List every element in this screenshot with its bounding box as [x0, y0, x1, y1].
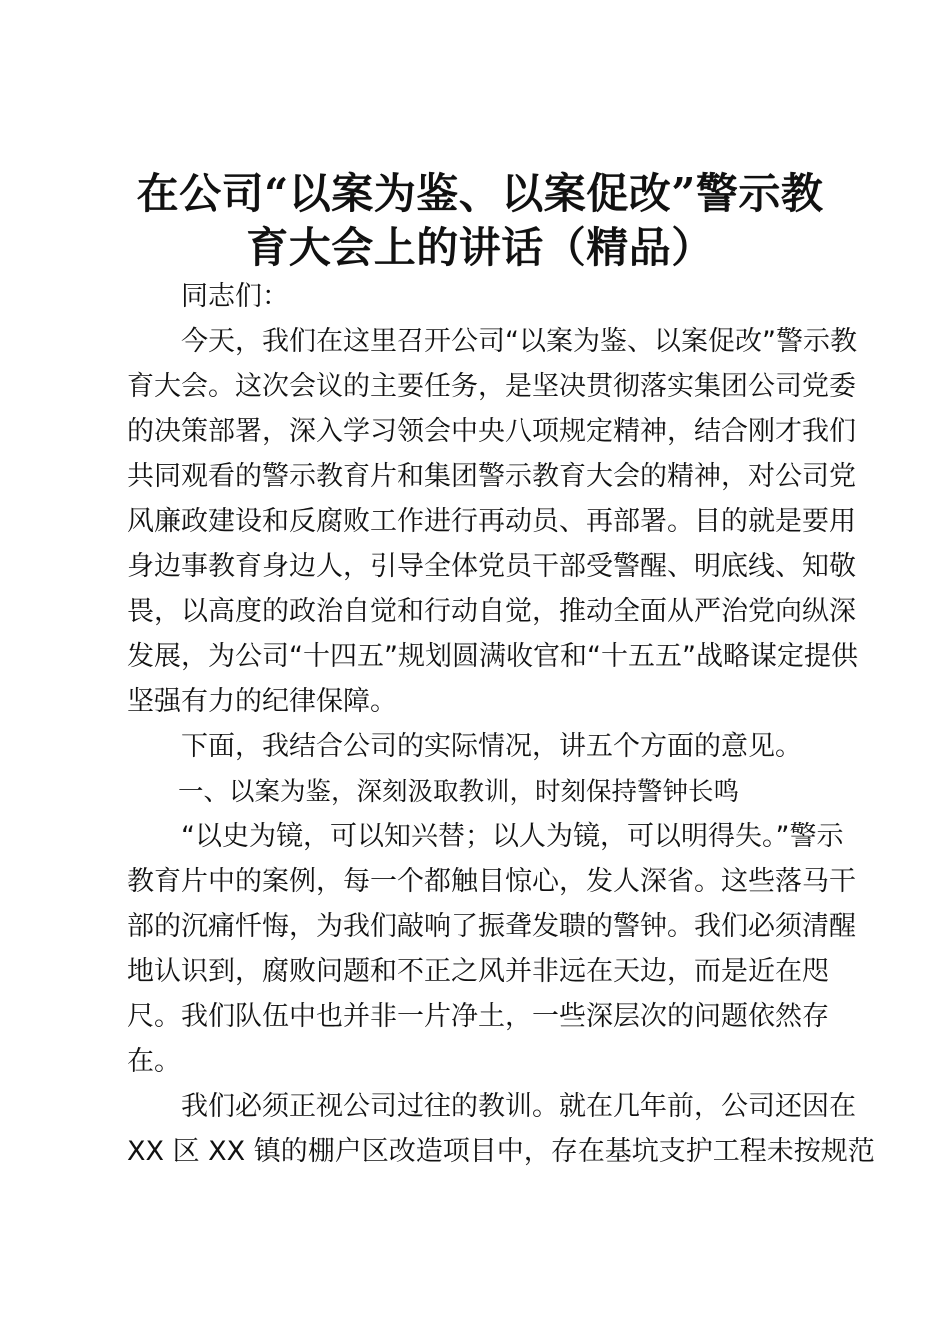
body-line: 风廉政建设和反腐败工作进行再动员、再部署。目的就是要用: [127, 506, 856, 537]
section-heading-1: 一、以案为鉴，深刻汲取教训，时刻保持警钟长鸣: [127, 777, 740, 807]
body-line: 畏，以高度的政治自觉和行动自觉，推动全面从严治党向纵深: [127, 596, 856, 627]
body-line: 今天，我们在这里召开公司“以案为鉴、以案促改”警示教: [127, 326, 857, 357]
document-title-line-1: 在公司“以案为鉴、以案促改”警示教: [136, 169, 824, 218]
body-line: 教育片中的案例，每一个都触目惊心，发人深省。这些落马干: [127, 866, 856, 897]
document-title-line-2: 育大会上的讲话（精品）: [246, 223, 714, 272]
body-line: 地认识到，腐败问题和不正之风并非远在天边，而是近在咫: [127, 956, 829, 987]
body-line: 尺。我们队伍中也并非一片净土，一些深层次的问题依然存: [127, 1001, 829, 1032]
body-line: 我们必须正视公司过往的教训。就在几年前，公司还因在: [127, 1091, 856, 1122]
body-line: 发展，为公司“十四五”规划圆满收官和“十五五”战略谋定提供: [127, 641, 858, 672]
body-line: 下面，我结合公司的实际情况，讲五个方面的意见。: [127, 731, 802, 762]
body-line: 坚强有力的纪律保障。: [127, 686, 397, 717]
body-line: “以史为镜，可以知兴替；以人为镜，可以明得失。”警示: [127, 821, 844, 852]
body-line: 部的沉痛忏悔，为我们敲响了振聋发聩的警钟。我们必须清醒: [127, 911, 856, 942]
body-line: 身边事教育身边人，引导全体党员干部受警醒、明底线、知敬: [127, 551, 856, 582]
body-line: 共同观看的警示教育片和集团警示教育大会的精神，对公司党: [127, 461, 856, 492]
body-line: 的决策部署，深入学习领会中央八项规定精神，结合刚才我们: [127, 416, 856, 447]
body-line: XX 区 XX 镇的棚户区改造项目中，存在基坑支护工程未按规范: [127, 1136, 875, 1167]
body-line: 育大会。这次会议的主要任务，是坚决贯彻落实集团公司党委: [127, 371, 856, 402]
salutation: 同志们：: [127, 281, 289, 312]
body-line: 在。: [127, 1046, 181, 1077]
